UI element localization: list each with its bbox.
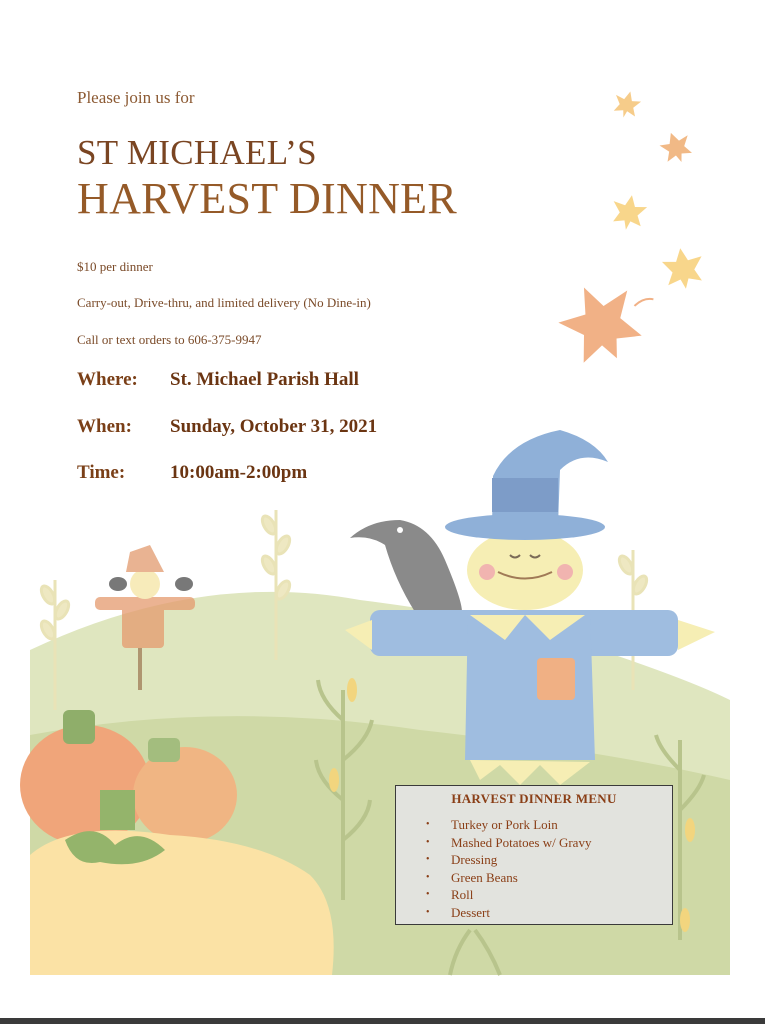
event-title-line2: HARVEST DINNER xyxy=(77,174,457,223)
list-item xyxy=(426,816,591,834)
leaf-icon xyxy=(609,192,649,232)
menu-title: HARVEST DINNER MENU xyxy=(451,791,617,806)
menu-item-label: Green Beans xyxy=(451,869,518,885)
list-item xyxy=(426,851,591,869)
bullet-icon: • xyxy=(426,871,430,883)
list-item xyxy=(426,904,591,922)
menu-list xyxy=(426,816,591,921)
leaf-icon xyxy=(660,245,705,291)
when-label: When: xyxy=(77,416,132,437)
menu-box xyxy=(395,785,673,925)
page-bottom-border xyxy=(0,1018,765,1024)
where-label: Where: xyxy=(77,369,138,390)
leaf-icon xyxy=(611,88,643,121)
where-value: St. Michael Parish Hall xyxy=(170,369,359,390)
price-text: $10 per dinner xyxy=(77,259,153,274)
autumn-leaves xyxy=(550,88,706,374)
leaf-icon xyxy=(657,128,696,167)
menu-item-label: Roll xyxy=(451,887,474,902)
call-text: Call or text orders to 606-375-9947 xyxy=(77,332,262,347)
bullet-icon: • xyxy=(426,906,430,918)
service-text: Carry-out, Drive-thru, and limited delivery (No Dine-in) xyxy=(77,295,371,310)
menu-item-label: Dressing xyxy=(451,852,498,867)
menu-item-label: Dessert xyxy=(451,904,490,920)
bullet-icon: • xyxy=(426,836,430,848)
list-item xyxy=(426,869,591,887)
time-value: 10:00am-2:00pm xyxy=(170,462,308,483)
intro-text: Please join us for xyxy=(77,88,195,107)
bullet-icon: • xyxy=(426,854,430,865)
time-label: Time: xyxy=(77,462,126,483)
bullet-icon: • xyxy=(426,819,430,830)
event-title-line1: ST MICHAEL’S xyxy=(77,133,317,172)
list-item xyxy=(426,886,591,904)
list-item xyxy=(426,834,591,852)
when-value: Sunday, October 31, 2021 xyxy=(170,416,378,437)
leaf-icon xyxy=(550,263,670,374)
bullet-icon: • xyxy=(426,889,430,900)
menu-item-label: Turkey or Pork Loin xyxy=(451,817,558,832)
menu-item-label: Mashed Potatoes w/ Gravy xyxy=(451,834,592,850)
crow xyxy=(350,520,462,612)
